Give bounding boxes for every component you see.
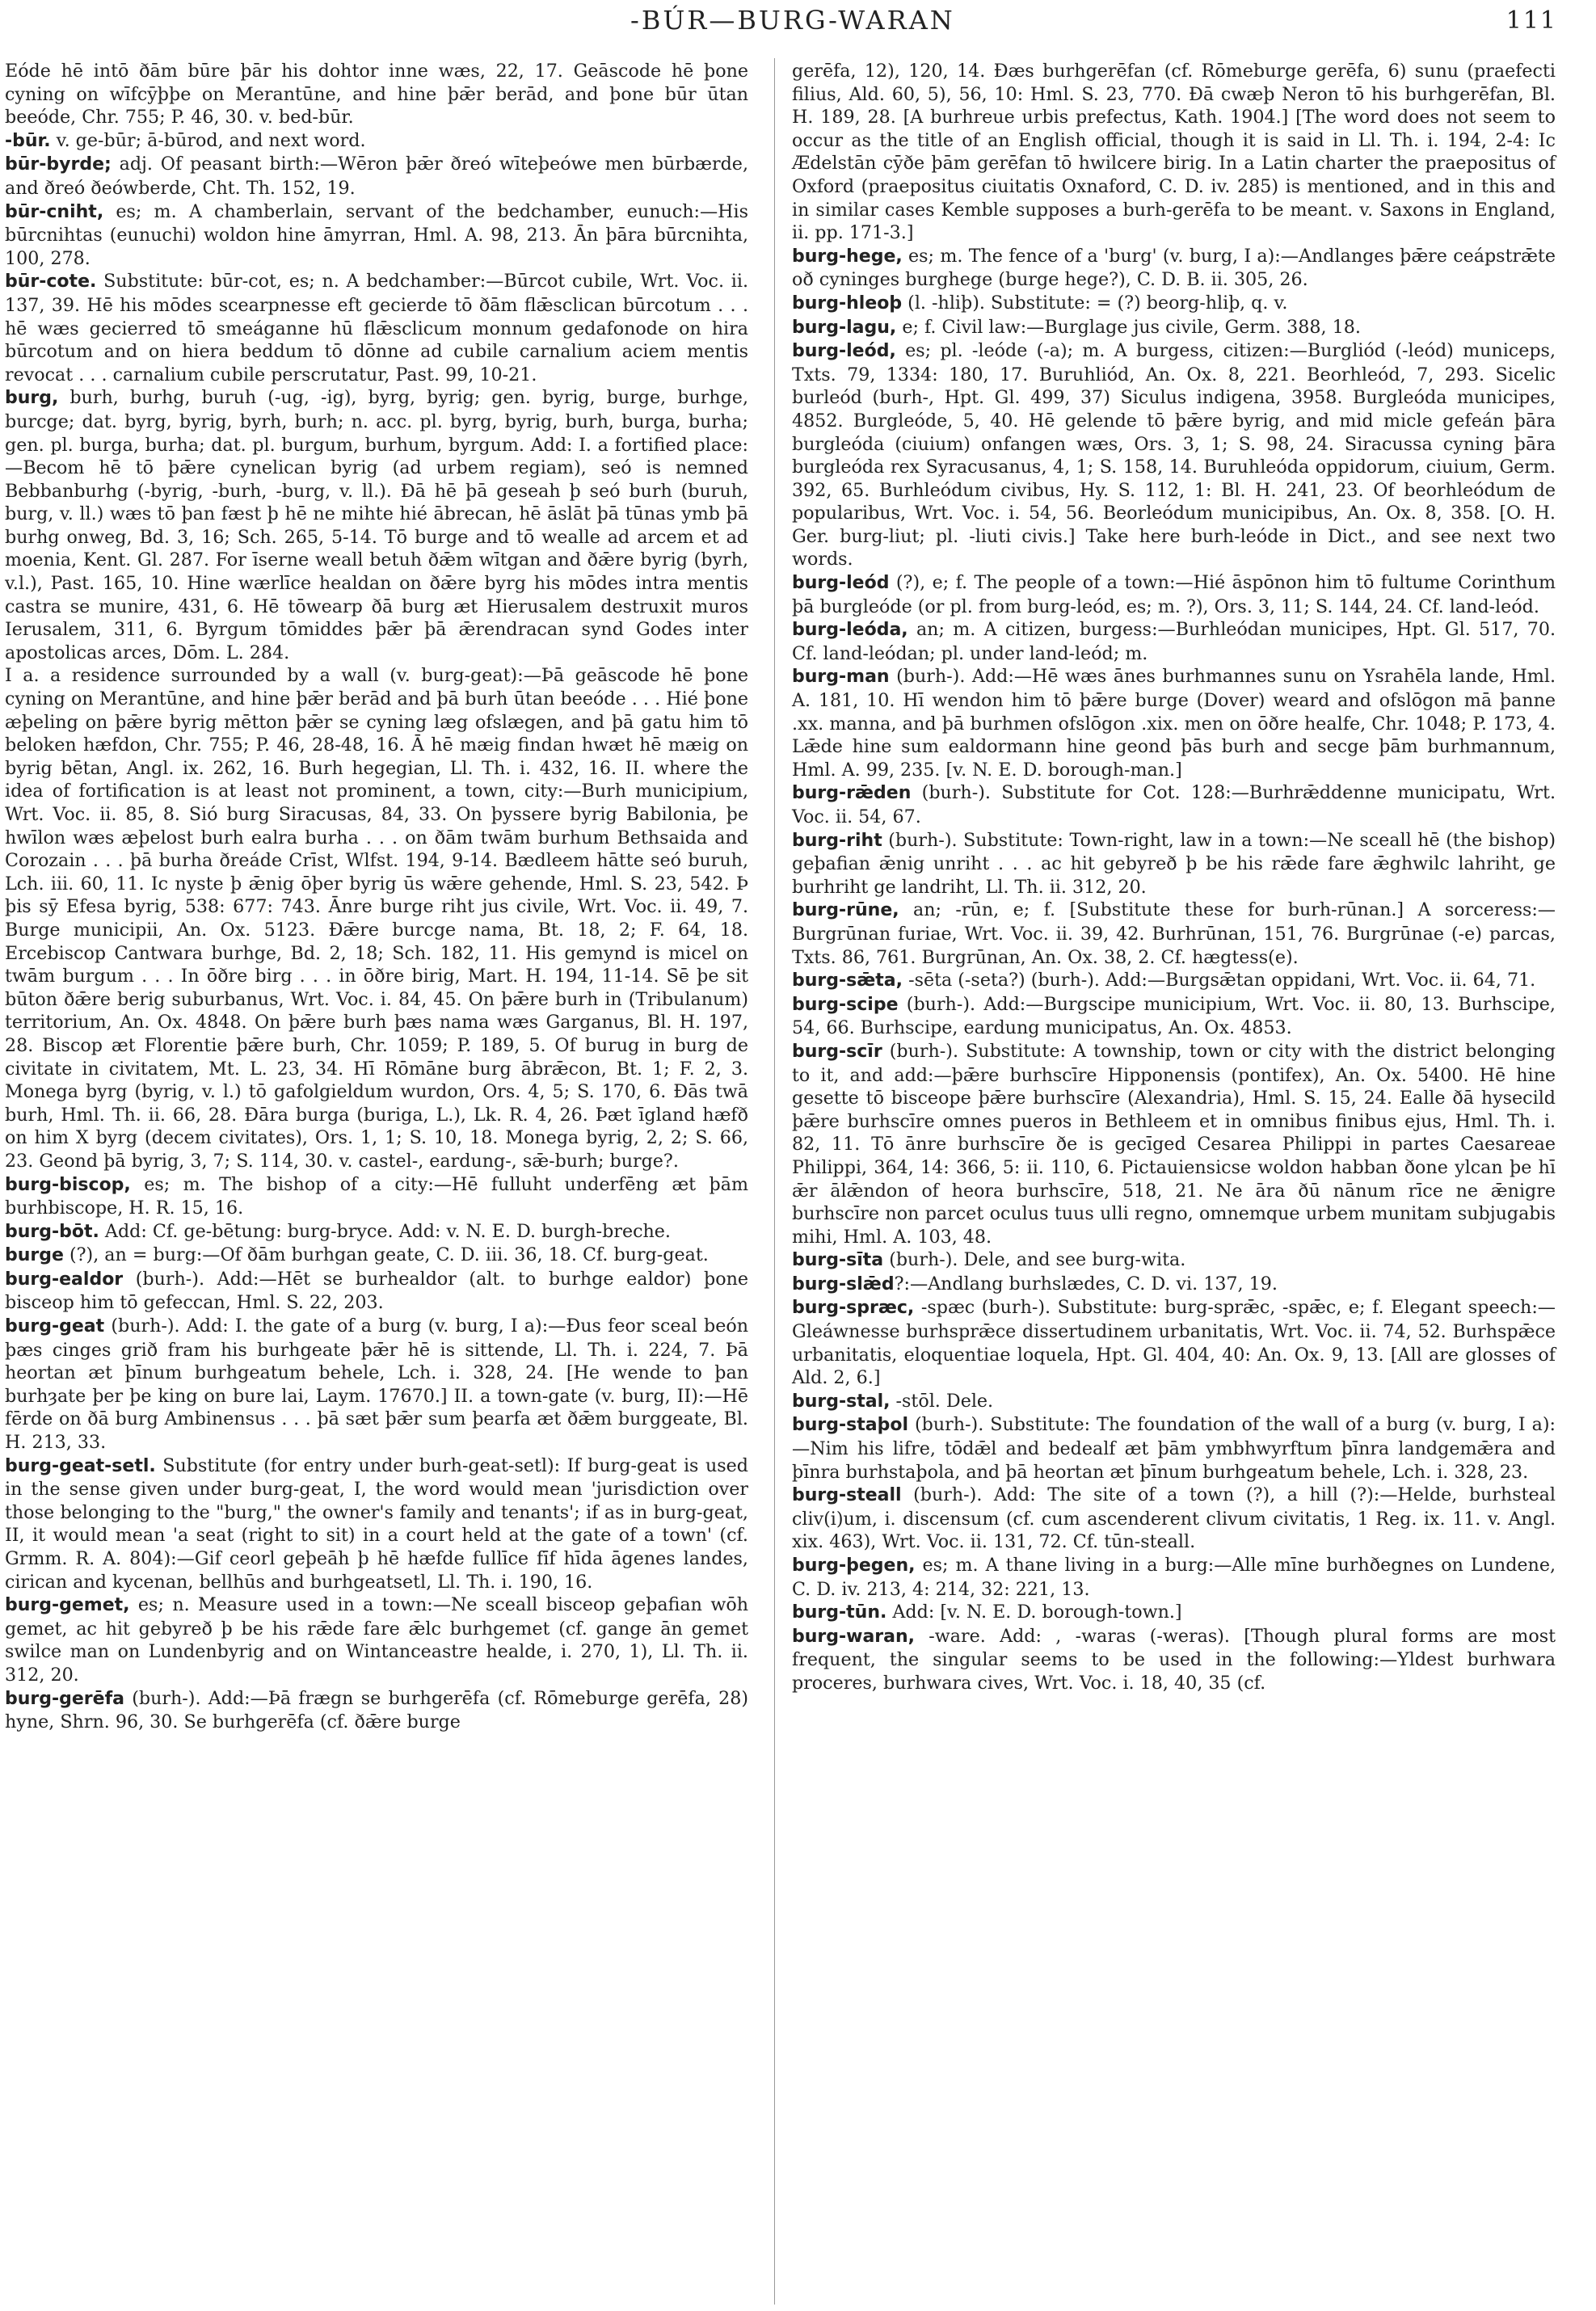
dictionary-entry — [5, 200, 748, 271]
entry-headword: burg-waran, — [792, 1626, 916, 1647]
entry-text: Substitute: būr-cot, es; n. A bedchamber:—Būrcot cubile, Wrt. Voc. ii. 137, 39. Hē his mōdes scearpnesse eft gecierde tō ðām flǣsclican būrcotum . . . hē wæs gecierred tō smeáganne hū flǣsclicum monnum gedafonode on hira būrcotum and on hiera beddum tō dōnne ad cubile carnalium aciem mentis revocat . . . carnalium cubile perscrutatur, Past. 99, 10-21. — [5, 271, 748, 385]
dictionary-entry — [5, 1315, 748, 1454]
entry-text: es; m. The bishop of a city:—Hē fulluht underfēng æt þām burhbiscope, H. R. 15, 16. — [5, 1173, 748, 1219]
entry-text: ?:—Andlang burhslædes, C. D. vi. 137, 19. — [894, 1273, 1278, 1294]
entry-headword: burg-slǣd — [792, 1273, 895, 1294]
entry-headword: burg-scipe — [792, 994, 899, 1015]
entry-headword: burg-steall — [792, 1485, 902, 1506]
dictionary-entry — [792, 245, 1556, 292]
entry-text: Add: [v. N. E. D. borough-town.] — [886, 1602, 1182, 1623]
entry-headword: burg-rǣden — [792, 783, 912, 804]
dictionary-entry — [5, 1220, 748, 1244]
dictionary-entry — [5, 664, 748, 1172]
dictionary-entry — [5, 129, 748, 154]
entry-headword: burg-hleoþ — [792, 293, 903, 314]
entry-headword: burg-spræc, — [792, 1298, 915, 1319]
dictionary-entry — [792, 571, 1556, 618]
entry-headword: burg-geat-setl. — [5, 1455, 156, 1476]
dictionary-entry — [5, 153, 748, 200]
entry-headword: būr-cniht, — [5, 201, 104, 222]
dictionary-entry — [792, 316, 1556, 340]
dictionary-entry — [792, 829, 1556, 899]
entry-text: -ware. Add: , -waras (-weras). [Though plural forms are most frequent, the singular seems to be used in the following:—Yldest burhwara proceres, burhwara cives, Wrt. Voc. i. 18, 40, 35 (cf. — [792, 1625, 1556, 1694]
dictionary-entry — [792, 1273, 1556, 1297]
dictionary-entry — [5, 270, 748, 386]
dictionary-entry — [792, 969, 1556, 993]
entry-text: adj. Of peasant birth:—Wēron þǣr ðreó wīteþeówe men būrbærde, and ðreó ðeówberde, Cht. Th. 152, 19. — [5, 154, 748, 199]
dictionary-entry — [792, 1413, 1556, 1484]
entry-headword: burg-riht — [792, 830, 882, 851]
entry-headword: burg-tūn. — [792, 1602, 887, 1623]
dictionary-entry — [792, 1484, 1556, 1554]
entry-text: an; m. A citizen, burgess:—Burhleódan municipes, Hpt. Gl. 517, 70. Cf. land-leódan; pl. under land-leód; m. — [792, 619, 1556, 664]
entry-text: e; f. Civil law:—Burglage jus civile, Germ. 388, 18. — [896, 316, 1361, 338]
entry-text: (burh-). Substitute: Town-right, law in a town:—Ne sceall hē (the bishop) geþafian ǣnig unriht . . . ac hit gebyreð þ be his rǣde fare ǣghwilc lahriht, ge burhriht ge landriht, Ll. Th. ii. 312, 20. — [792, 829, 1556, 898]
dictionary-entry — [792, 1554, 1556, 1601]
entry-headword: burg-leód — [792, 573, 890, 594]
dictionary-entry — [792, 1248, 1556, 1273]
entry-text: -sēta (-seta?) (burh-). Add:—Burgsǣtan oppidani, Wrt. Voc. ii. 64, 71. — [903, 970, 1536, 991]
column-divider — [774, 58, 775, 2305]
entry-headword: burg-geat — [5, 1316, 105, 1337]
dictionary-entry — [5, 1687, 748, 1734]
entry-text: (burh-). Substitute for Cot. 128:—Burhrǣddenne municipatu, Wrt. Voc. ii. 54, 67. — [792, 782, 1556, 827]
entry-headword: -būr. — [5, 130, 51, 151]
page-number: 111 — [1505, 6, 1557, 35]
entry-text: gerēfa, 12), 120, 14. Ðæs burhgerēfan (cf. Rōmeburge gerēfa, 6) sunu (praefecti filius, Ald. 60, 5), 56, 10: Hml. S. 23, 770. Ðā cwæþ Neron tō his burhgerēfan, Bl. H. 189, 28. [A burhreue urbis prefectus, Kath. 1904.] [The word does not seem to occur as the title of an English official, though it is said in Ll. Th. i. 194, 2-4: Ic Ædelstān cȳðe þām gerēfan tō hwilcere birig. In a Latin charter the praepositus of Oxford (praepositus ciuitatis Oxnaford, C. D. iv. 285) is mentioned, and in this and in similar cases Kemble supposes a burh-gerēfa to be meant. v. Saxons in England, ii. pp. 171-3.] — [792, 61, 1556, 244]
entry-text: (burh-). Substitute: A township, town or city with the district belonging to it, and add:—þǣre burhscīre Hipponensis (pontifex), An. Ox. 5400. Hē hine gesette tō bisceope þǣre burhscīre (Alexandria), Hml. S. 15, 24. Ealle ðā hysecild þǣre burhscīre omnes pueros in Bethleem et in omnibus finibus ejus, Hml. Th. i. 82, 11. Tō ānre burhscīre ðe is gecīged Cesarea Philippi in partes Caesareae Philippi, 364, 14: 366, 5: ii. 110, 6. Pictauiensicse woldon habban ðone ylcan þe hī ǣr ālǣndon of heora burhscīre, 518, 21. Ne āra ðū nānum rīce ne ǣnigre burhscīre non parcet oculus tuus ulli regno, omnemque urbem munitam subjugabis mihi, Hml. A. 103, 48. — [792, 1040, 1556, 1248]
dictionary-entry — [792, 1390, 1556, 1414]
entry-text: (burh-). Add:—Burgscipe municipium, Wrt. Voc. ii. 80, 13. Burhscipe, 54, 66. Burhscipe, eardung municipatus, An. Ox. 4853. — [792, 993, 1556, 1039]
entry-text: es; m. A chamberlain, servant of the bedchamber, eunuch:—His būrcnihtas (eunuchi) woldon hine āmyrran, Hml. A. 98, 213. Ān þāra būrcnihta, 100, 278. — [5, 200, 748, 269]
dictionary-entry — [792, 993, 1556, 1040]
entry-headword: burg-leóda, — [792, 620, 908, 641]
dictionary-entry — [792, 1040, 1556, 1248]
entry-text: (burh-). Add:—Þā frægn se burhgerēfa (cf. Rōmeburge gerēfa, 28) hyne, Shrn. 96, 30. Se burhgerēfa (cf. ðǣre burge — [5, 1687, 748, 1733]
entry-text: (burh-). Dele, and see burg-wita. — [883, 1249, 1186, 1271]
entry-text: v. ge-būr; ā-būrod, and next word. — [50, 129, 366, 151]
entry-text: es; n. Measure used in a town:—Ne sceall bisceop geþafian wōh gemet, ac hit gebyreð þ be his rǣde fare ǣlc burhgemet (cf. gange ān gemet swilce man on Lundenbyrig and on Wintanceastre healde, i. 270, 1), Ll. Th. ii. 312, 20. — [5, 1594, 748, 1686]
entry-text: (burh-). Add: The site of a town (?), a hill (?):—Helde, burhsteal cliv(i)um, i. discensum (cf. cum ascenderent clivum civitatis, 1 Reg. ix. 11. v. Angl. xix. 463), Wrt. Voc. ii. 131, 72. Cf. tūn-steall. — [792, 1484, 1556, 1553]
entry-headword: burg-gemet, — [5, 1595, 130, 1616]
dictionary-entry — [792, 781, 1556, 828]
entry-headword: burg-biscop, — [5, 1174, 131, 1195]
entry-headword: burg-hege, — [792, 246, 903, 267]
entry-text: Add: Cf. ge-bētung: burg-bryce. Add: v. N. E. D. burgh-breche. — [99, 1220, 671, 1242]
entry-text: burh, burhg, buruh (-ug, -ig), byrg, byrig; gen. byrig, burge, burhge, burcge; dat. byrg, byrig, byrh, burh; n. acc. pl. byrg, byrig, burh, burga, burha; gen. pl. burga, burha; dat. pl. burgum, burhum, byrgum. Add: I. a fortified place:—Becom hē tō þǣre cynelican byrig (ad urbem regiam), seó is nemned Bebbanburhg (-byrig, -burh, -burg, v. ll.). Ðā hē þā geseah þ seó burh (buruh, burg, v. ll.) wæs tō þan fæst þ hē ne mihte hié ābrecan, hē āslāt þā tūnas ymb þā burhg onweg, Bd. 3, 16; Sch. 265, 5-14. Tō burge and tō wealle ad arcem et ad moenia, Kent. Gl. 287. For īserne weall betuh ðǣm wītgan and ðǣre byrig (byrh, v.l.), Past. 165, 10. Hine wærlīce healdan on ðǣre byrg his mōdes intra mentis castra se munire, 431, 6. Hē tōwearp ðā burg æt Hierusalem destruxit muros Ierusalem, 311, 6. Byrgum tōmiddes þǣr þā ǣrendracan synd Godes inter apostolicas arces, Dōm. L. 284. — [5, 387, 748, 663]
dictionary-entry — [5, 1268, 748, 1315]
entry-text: an; -rūn, e; f. [Substitute these for burh-rūnan.] A sorceress:—Burgrūnan furiae, Wrt. Voc. ii. 39, 42. Burhrūnan, 151, 76. Burgrūnae (-e) parcas, Txts. 86, 761. Burgrūnan, An. Ox. 38, 2. Cf. hægtess(e). — [792, 899, 1556, 968]
dictionary-entry — [5, 386, 748, 664]
entry-headword: burg-staþol — [792, 1415, 908, 1436]
running-headword: -BÚR—BURG-WARAN — [630, 5, 955, 36]
entry-headword: būr-byrde; — [5, 154, 112, 175]
entry-headword: burge — [5, 1245, 64, 1266]
entry-text: (burh-). Substitute: The foundation of the wall of a burg (v. burg, I a):—Nim his lifre, tōdǣl and bedealf æt þām ymbhwyrftum þīnra landgemǣra and þīnra burhstaþola, and þā heortan æt þīnum burhgeatum behele, Lch. i. 328, 23. — [792, 1414, 1556, 1483]
entry-headword: burg-sīta — [792, 1250, 884, 1271]
entry-headword: burg-sǣta, — [792, 970, 903, 991]
dictionary-entry — [792, 899, 1556, 969]
entry-headword: burg-lagu, — [792, 317, 897, 338]
entry-text: -spæc (burh-). Substitute: burg-sprǣc, -spǣc, e; f. Elegant speech:—Gleáwnesse burhsprǣce dissertudinem urbanitatis, Wrt. Voc. ii. 74, 52. Burhspǣce urbanitatis, eloquentiae loquela, Hpt. Gl. 404, 40: An. Ox. 9, 13. [All are glosses of Ald. 2, 6.] — [792, 1297, 1556, 1389]
entry-headword: burg-ealdor — [5, 1269, 124, 1290]
entry-text: es; m. The fence of a 'burg' (v. burg, I a):—Andlanges þǣre ceápstrǣte oð cyninges burghege (burge hege?), C. D. B. ii. 305, 26. — [792, 245, 1556, 291]
entry-text: (burh-). Add:—Hē wæs ānes burhmannes sunu on Ysrahēla lande, Hml. A. 181, 10. Hī wendon him tō þǣre burge (Dover) weard and ofslōgon mā þanne .xx. manna, and þā burhmen ofslōgon .xix. men on ōðre healfe, Chr. 1048; P. 173, 4. Lǣde hine sum ealdormann hine geond þās burh and secge þām burhmannum, Hml. A. 99, 235. [v. N. E. D. borough-man.] — [792, 666, 1556, 781]
entry-text: (burh-). Add:—Hēt se burhealdor (alt. to burhge ealdor) þone bisceop him tō gefeccan, Hml. S. 22, 203. — [5, 1268, 748, 1314]
entry-text: Substitute (for entry under burh-geat-setl): If burg-geat is used in the sense given under burg-geat, I, the word would mean 'jurisdiction over those belonging to the "burg," the owner's family and tenants'; if as in burg-geat, II, it would mean 'a seat (right to sit) in a court held at the gate of a town' (cf. Grmm. R. A. 804):—Gif ceorl geþeāh þ hē hæfde fullīce fīf hīda āgenes landes, cirican and kycenan, bellhūs and burhgeatsetl, Ll. Th. i. 190, 16. — [5, 1454, 748, 1593]
dictionary-entry — [5, 1173, 748, 1220]
entry-text: es; pl. -leóde (-a); m. A burgess, citizen:—Burgliód (-leód) municeps, Txts. 79, 1334: 180, 17. Buruhliód, An. Ox. 8, 221. Beorhleód, 7, 293. Sicelic burleód (burh-, Hpt. Gl. 499, 37) Siculus indigena, 3958. Burgleóda municipes, 4852. Burgleóde, 5, 40. Hē gelende tō þǣre byrig, and mid micle gefeán þāra burgleóda (ciuium) onfangen wæs, Ors. 3, 1; S. 98, 24. Siracussa cyning þāra burgleóda rex Syracusanus, 4, 1; S. 158, 14. Buruhleóda oppidorum, ciuium, Germ. 392, 65. Burhleódum civibus, Hy. S. 112, 1: Bl. H. 241, 23. Of beorhleódum de popularibus, Wrt. Voc. i. 54, 56. Beorleódum municipibus, An. Ox. 8, 358. [O. H. Ger. burg-liut; pl. -liuti civis.] Take here burh-leóde in Dict., and see next two words. — [792, 340, 1556, 570]
entry-headword: būr-cote. — [5, 272, 97, 293]
dictionary-entry — [792, 339, 1556, 571]
dictionary-entry — [5, 1244, 748, 1268]
entry-text: (l. -hliþ). Substitute: = (?) beorg-hliþ, q. v. — [902, 292, 1288, 314]
entry-text: (?), an = burg:—Of ðām burhgan geate, C. D. iii. 36, 18. Cf. burg-geat. — [63, 1244, 709, 1266]
entry-text: -stōl. Dele. — [890, 1390, 994, 1412]
entry-headword: burg-stal, — [792, 1391, 891, 1412]
dictionary-entry — [792, 618, 1556, 665]
dictionary-entry — [5, 60, 748, 129]
entry-text: (burh-). Add: I. the gate of a burg (v. burg, I a):—Ðus feor sceal beón þæs cinges grið fram his burhgeate þǣr hē is sittende, Ll. Th. i. 224, 7. Þā heortan æt þīnum burhgeatum behele, Lch. i. 328, 24. [He wende to þan burhȝate þer þe king on bure lai, Laym. 17670.] II. a town-gate (v. burg, II):—Hē fērde on ðā burg Ambinensus . . . þā sæt þǣr sum þearfa æt ðǣm burggeate, Bl. H. 213, 33. — [5, 1315, 748, 1454]
dictionary-entry — [792, 1296, 1556, 1389]
entry-text: es; m. A thane living in a burg:—Alle mīne burhðegnes on Lundene, C. D. iv. 213, 4: 214, 32: 221, 13. — [792, 1555, 1556, 1600]
entry-headword: burg, — [5, 388, 59, 409]
dictionary-entry — [792, 1601, 1556, 1625]
entry-headword: burg-bōt. — [5, 1221, 99, 1242]
dictionary-entry — [792, 1625, 1556, 1695]
entry-headword: burg-leód, — [792, 341, 896, 362]
dictionary-entry — [792, 665, 1556, 781]
entry-text: I a. a residence surrounded by a wall (v. burg-geat):—Þā geāscode hē þone cyning on Merantūne, and hine þǣr berād and þā burh ūtan beeóde . . . Hié þone æþeling on þǣre byrig mētton þǣr se cyning læg ofslægen, and þā gatu him tō beloken hæfdon, Chr. 755; P. 46, 28-48, 16. Ā hē mæig findan hwæt hē mæig on byrig bētan, Angl. ix. 262, 16. Burh hegegian, Ll. Th. i. 432, 16. II. where the idea of fortification is at least not prominent, a town, city:—Burh municipium, Wrt. Voc. ii. 85, 8. Sió burg Siracusas, 84, 33. On þyssere byrig Babilonia, þe hwīlon wæs æþelost burh ealra burha . . . on ðām twām burhum Bethsaida and Corozain . . . þā burha ðreáde Crīst, Wlfst. 194, 9-14. Bædleem hātte seó buruh, Lch. iii. 60, 11. Ic nyste þ ǣnig ōþer byrig ūs wǣre gehende, Hml. S. 23, 542. Þ þis sȳ Efesa byrig, 538: 677: 743. Ānre burge riht jus civile, Wrt. Voc. ii. 49, 7. Burge municipii, An. Ox. 5123. Ðǣre burcge nama, Bt. 18, 2; F. 64, 18. Ercebiscop Cantwara burhge, Bd. 2, 18; Sch. 182, 11. His gemynd is micel on twām burgum . . . In ōðre birg . . . in ōðre birig, Mart. H. 194, 11-14. Sē þe sit būton ðǣre berig suburbanus, Wrt. Voc. i. 84, 45. On þǣre burh in (Tribulanum) territorium, An. Ox. 4848. On þǣre burh þæs nama wæs Garganus, Bl. H. 197, 28. Biscop æt Florentie þǣre burh, Chr. 1059; P. 189, 5. Of burug in burg de civitate in civitatem, Mt. L. 23, 34. Hī Rōmāne burg ābrǣcon, Bt. 1; F. 2, 3. Monega byrg (byrig, v. l.) tō gafolgieldum wurdon, Ors. 4, 5; S. 170, 6. Ðās twā burh, Hml. Th. ii. 66, 28. Ðāra burga (buriga, L.), Lk. R. 4, 26. Þæt īgland hæfð on him X byrg (decem civitates), Ors. 1, 1; S. 10, 18. Monega byrig, 2, 2; S. 66, 23. Geond þā byrig, 3, 7; S. 114, 30. v. castel-, eardung-, sǣ-burh; burge?. — [5, 665, 748, 1172]
dictionary-entry — [792, 292, 1556, 316]
entry-text: Eóde hē intō ðām būre þār his dohtor inne wæs, 22, 17. Geāscode hē þone cyning on wīfcȳþþe on Merantūne, and hine þǣr berād, and þone būr ūtan beeóde, Chr. 755; P. 46, 30. v. bed-būr. — [5, 61, 748, 128]
entry-headword: burg-scīr — [792, 1041, 882, 1062]
dictionary-entry — [792, 60, 1556, 245]
entry-headword: burg-rūne, — [792, 900, 899, 921]
dictionary-entry — [5, 1593, 748, 1686]
running-head — [0, 5, 1596, 37]
dictionary-entry — [5, 1454, 748, 1594]
right-column — [792, 60, 1556, 1695]
entry-headword: burg-man — [792, 667, 890, 688]
entry-headword: burg-gerēfa — [5, 1688, 124, 1709]
entry-headword: burg-þegen, — [792, 1555, 916, 1576]
entry-text: (?), e; f. The people of a town:—Hié āspōnon him tō fultume Corinthum þā burgleóde (or pl. from burg-leód, es; m. ?), Ors. 3, 11; S. 144, 24. Cf. land-leód. — [792, 572, 1556, 617]
left-column — [5, 60, 748, 1734]
